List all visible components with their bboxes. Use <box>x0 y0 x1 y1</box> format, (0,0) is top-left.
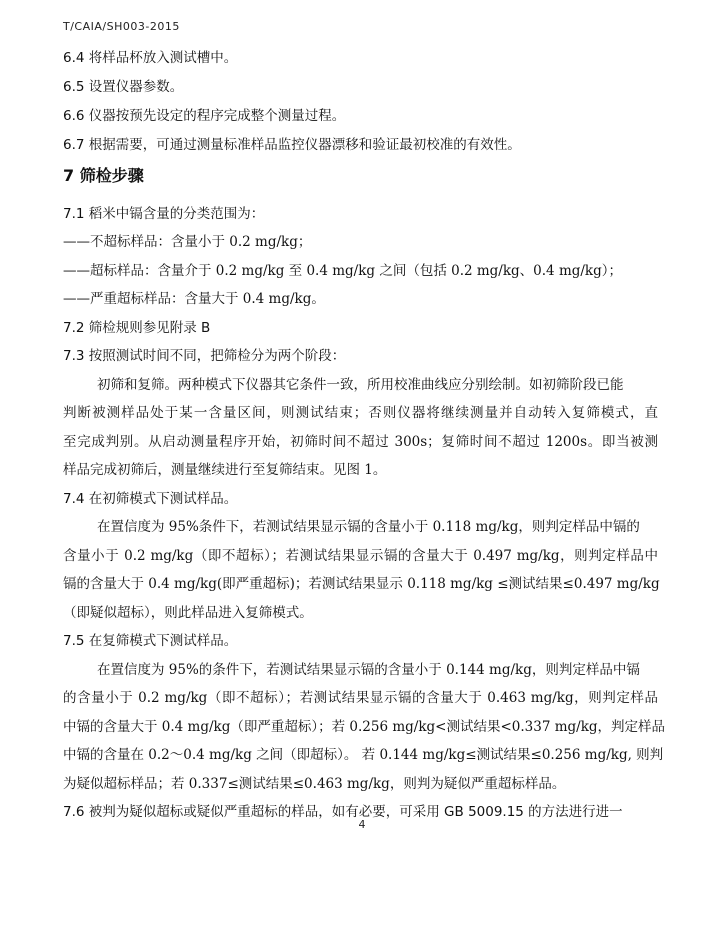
clause-6-7: 6.7 根据需要，可通过测量标准样品监控仪器漂移和验证最初校准的有效性。 <box>63 137 521 153</box>
para-7-5-line-5: 为疑似超标样品；若 0.337≤测试结果≤0.463 mg/kg，则判为疑似严重超标样品。 <box>63 776 566 792</box>
category-severely-exceeding: ——严重超标样品：含量大于 0.4 mg/kg。 <box>63 291 325 307</box>
clause-7-2: 7.2 筛检规则参见附录 B <box>63 320 211 336</box>
para-7-4-line-1: 在置信度为 95%条件下，若测试结果显示镉的含量小于 0.118 mg/kg，则判定样品中镉的 <box>97 519 640 535</box>
para-7-5-line-2: 的含量小于 0.2 mg/kg（即不超标）；若测试结果显示镉的含量大于 0.463 mg/kg，则判定样品 <box>63 690 658 706</box>
category-exceeding: ——超标样品：含量介于 0.2 mg/kg 至 0.4 mg/kg 之间（包括 0.2 mg/kg、0.4 mg/kg）； <box>63 263 623 279</box>
standard-code-header: T/CAIA/SH003-2015 <box>63 20 180 33</box>
para-7-5-line-3: 中镉的含量大于 0.4 mg/kg（即严重超标）；若 0.256 mg/kg<测试结果<0.337 mg/kg，判定样品 <box>63 719 666 735</box>
para-7-5-line-1: 在置信度为 95%的条件下，若测试结果显示镉的含量小于 0.144 mg/kg，则判定样品中镉 <box>97 662 640 678</box>
category-not-exceeding: ——不超标样品：含量小于 0.2 mg/kg； <box>63 234 312 250</box>
clause-7-1: 7.1 稻米中镉含量的分类范围为： <box>63 206 265 222</box>
clause-6-5: 6.5 设置仪器参数。 <box>63 79 184 95</box>
para-7-3-line-3: 至完成判别。从启动测量程序开始，初筛时间不超过 300s；复筛时间不超过 1200s。即当被测 <box>63 434 658 450</box>
page-number: 4 <box>358 818 366 831</box>
para-7-4-line-2: 含量小于 0.2 mg/kg（即不超标）；若测试结果显示镉的含量大于 0.497 mg/kg，则判定样品中 <box>63 548 658 564</box>
clause-7-5: 7.5 在复筛模式下测试样品。 <box>63 633 238 649</box>
para-7-5-line-4: 中镉的含量在 0.2～0.4 mg/kg 之间（即超标）。 若 0.144 mg/kg≤测试结果≤0.256 mg/kg, 则判 <box>63 747 664 763</box>
para-7-3-line-1: 初筛和复筛。两种模式下仪器其它条件一致，所用校准曲线应分别绘制。如初筛阶段已能 <box>97 377 624 393</box>
clause-6-6: 6.6 仪器按预先设定的程序完成整个测量过程。 <box>63 108 346 124</box>
section-7-heading: 7 筛检步骤 <box>63 166 144 185</box>
para-7-4-line-3: 镉的含量大于 0.4 mg/kg(即严重超标)；若测试结果显示 0.118 mg/kg ≤测试结果≤0.497 mg/kg <box>63 576 660 592</box>
para-7-4-line-4: （即疑似超标），则此样品进入复筛模式。 <box>63 605 313 621</box>
clause-7-3: 7.3 按照测试时间不同，把筛检分为两个阶段： <box>63 348 346 364</box>
para-7-3-line-2: 判断被测样品处于某一含量区间，则测试结束；否则仪器将继续测量并自动转入复筛模式，直 <box>63 405 658 421</box>
clause-7-4: 7.4 在初筛模式下测试样品。 <box>63 491 238 507</box>
clause-6-4: 6.4 将样品杯放入测试槽中。 <box>63 50 238 66</box>
clause-7-6: 7.6 被判为疑似超标或疑似严重超标的样品，如有必要，可采用 GB 5009.15 的方法进行进一 <box>63 804 623 820</box>
para-7-3-line-4: 样品完成初筛后，测量继续进行至复筛结束。见图 1。 <box>63 462 387 478</box>
